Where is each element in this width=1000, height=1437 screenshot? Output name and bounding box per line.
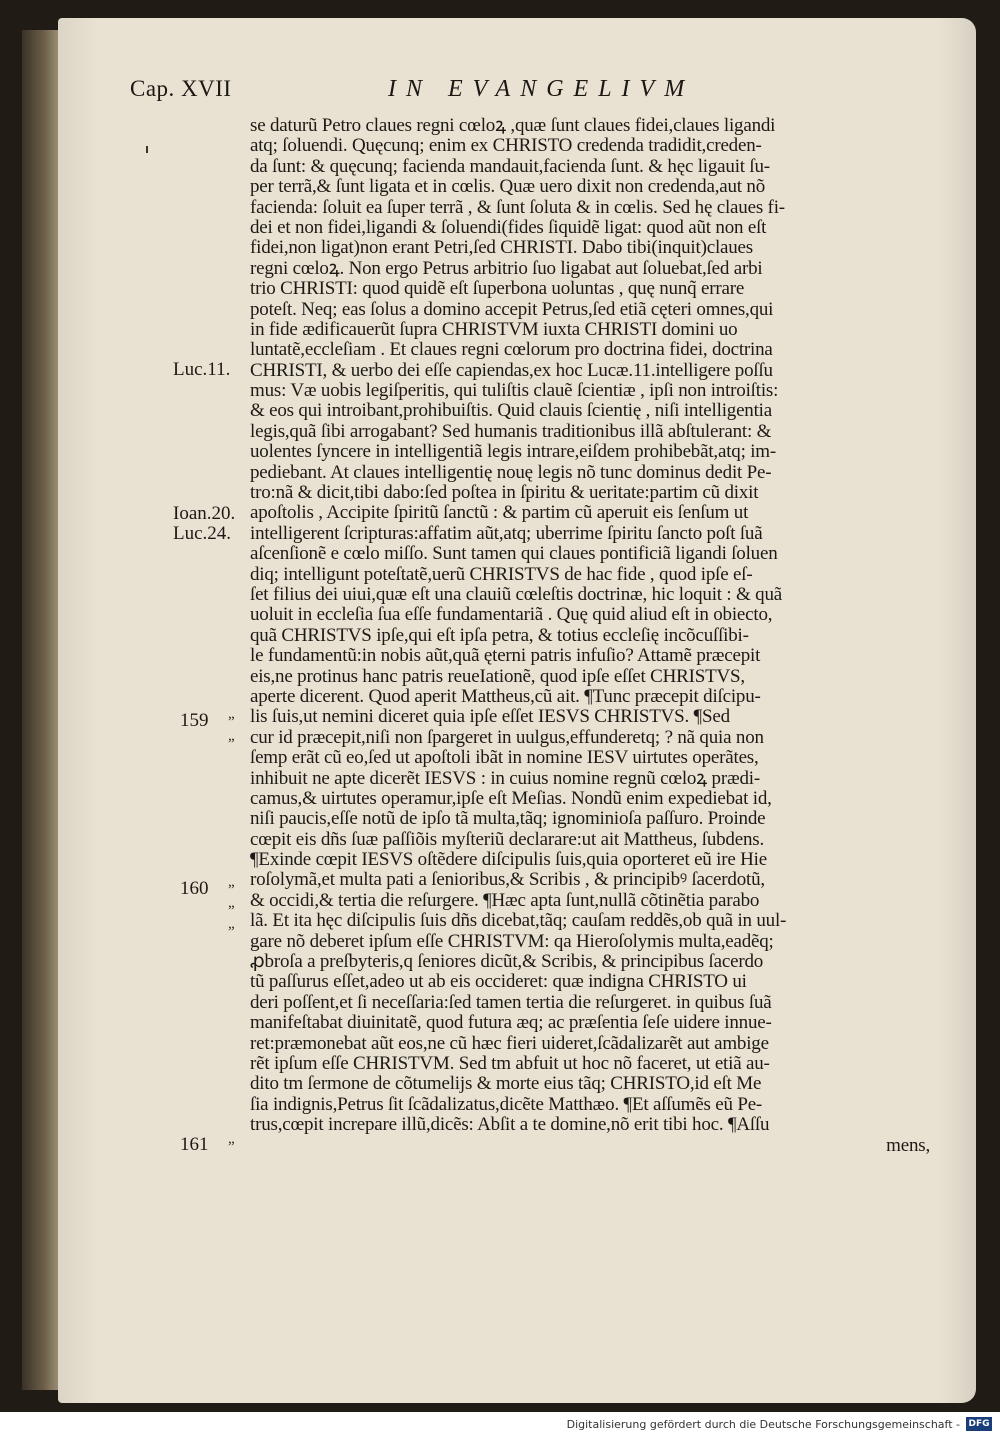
text-line: fidei,non ligat)non erant Petri,ſed CHRISTI. Dabo tibi(inquit)claues [250, 238, 753, 259]
text-line: cur id præcepit,niſi non ſpargeret in uulgus,effunderetq; ? nã quia non [250, 727, 764, 748]
text-line: diq; intelligunt poteſtatẽ,uerũ CHRISTVS de hac fide , quod ipſe eſ- [250, 564, 753, 585]
margin-ref-ioan-20: Ioan.20. [173, 503, 236, 524]
text-line: quã CHRISTVS ipſe,qui eſt ipſa petra, & totius eccleſię incõcuſſibi- [250, 625, 749, 646]
text-line: dito tm ſermone de cõtumelijs & morte eius tãq; CHRISTO,id eſt Me [250, 1074, 762, 1095]
text-line: lis ſuis,ut nemini diceret quia ipſe eſſet IESVS CHRISTVS. ¶Sed [250, 707, 730, 728]
text-line: apoſtolis , Accipite ſpiritũ ſanctũ : & partim cũ aperuit eis ſenſum ut [250, 503, 749, 524]
text-line: deri poſſent,et ſi neceſſaria:ſed tamen tertia die reſurgeret. in quibus ſuã [250, 992, 772, 1013]
text-line: uoluit in eccleſia ſua eſſe fundamentariã . Quę quid aliud eſt in obiecto, [250, 605, 773, 626]
text-line: aperte dicerent. Quod aperit Mattheus,cũ ait. ¶Tunc præcepit diſcipu- [250, 686, 761, 707]
text-line: intelligerent ſcripturas:affatim aũt,atq; uberrime ſpiritu ſancto poſt ſuã [250, 523, 763, 544]
text-line: trio CHRISTI: quod quidẽ eſt ſuperbona uoluntas , quę nunq̃ errare [250, 279, 745, 300]
text-line: niſi paucis,eſſe notũ de ipſo tã multa,tãq; ignominioſa paſſuro. Proinde [250, 809, 766, 830]
margin-quote-mark: ” [228, 882, 235, 898]
text-line: poteſt. Neq; eas ſolus a domino accepit Petrus,ſed etiã cęteri omnes,qui [250, 299, 774, 320]
margin-ref-luc-24: Luc.24. [173, 523, 232, 544]
text-line: CHRISTI, & uerbo dei eſſe capiendas,ex hoc Lucæ.11.intelligere poſſu [250, 360, 773, 381]
body-text [250, 116, 930, 1156]
margin-quote-mark: ” [228, 1139, 235, 1155]
text-line: aſcenſionẽ e cœlo miſſo. Sunt tamen qui claues pontificiã ligandi ſoluen [250, 544, 778, 565]
text-line: inhibuit ne apte dicerẽt IESVS : in cuius nomine regnũ cœloꝝ prædi- [250, 768, 760, 789]
text-line: in fide ædificauerũt ſupra CHRISTVM iuxta CHRISTI domini uo [250, 319, 738, 340]
text-line: & occidi,& tertia die reſurgere. ¶Hæc apta ſunt,nullã cõtinẽtia parabo [250, 890, 760, 911]
text-line: se daturũ Petro claues regni cœloꝝ ,quæ ſunt claues fidei,claues ligandi [250, 116, 776, 136]
text-line: tũ paſſurus eſſet,adeo ut ab eis occideret: quæ indigna CHRISTO ui [250, 972, 747, 993]
text-line: ꝓbroſa a preſbyteris,q ſeniores dicũt,& Scribis, & principibus ſacerdo [250, 952, 764, 973]
text-line: uolentes ſyncere in intelligentiã legis intrare,eiſdem prohibebãt,atq; im- [250, 442, 776, 463]
margin-ref-luc-11: Luc.11. [173, 359, 231, 380]
text-line: ſemp erãt cũ eo,ſed ut apoſtoli ibãt in nomine IESV uirtutes operãtes, [250, 748, 759, 769]
text-line: camus,& uirtutes operamur,ipſe eſt Meſias. Nondũ enim expediebat id, [250, 788, 772, 809]
running-head: IN EVANGELIVM [388, 76, 695, 102]
text-line: dei et non fidei,ligandi & ſoluendi(fides ſiquidẽ ligat: quod aũt non eſt [250, 217, 767, 238]
text-line: cœpit eis dñs ſuæ paſſiõis myſteriũ declarare:ut ait Mattheus, ſubdens. [250, 829, 764, 850]
margin-number-159: 159 [180, 710, 209, 731]
text-line: facienda: ſoluit ea ſuper terrã , & ſunt ſoluta & in cœlis. Sed hę claues fi- [250, 197, 785, 218]
text-line: trus,cœpit increpare illũ,dicẽs: Abſit a te domine,nõ erit tibi hoc. ¶Aſſu [250, 1115, 770, 1136]
text-line: atq; ſoluendi. Quęcunq; enim ex CHRISTO credenda tradidit,creden- [250, 136, 762, 157]
text-line: & eos qui introibant,prohibuiſtis. Quid clauis ſcientię , niſi intelligentia [250, 401, 772, 422]
dfg-logo: DFG [966, 1417, 992, 1431]
text-line: da ſunt: & quęcunq; facienda mandauit,facienda ſunt. & hęc ligauit ſu- [250, 156, 770, 177]
text-line: roſolymã,et multa pati a ſenioribus,& Scribis , & principibꝰ ſacerdotũ, [250, 870, 765, 891]
text-line: legis,quã ſibi arrogabant? Sed humanis traditionibus illã abſtulerant: & [250, 421, 772, 442]
catchword: mens, [886, 1135, 930, 1156]
text-line: ¶Exinde cœpit IESVS oſtẽdere diſcipulis ſuis,quia oporteret eũ ire Hie [250, 850, 767, 871]
text-line: per terrã,& ſunt ligata et in cœlis. Quæ uero dixit non credenda,aut nõ [250, 177, 766, 198]
margin-quote-mark: ” [228, 736, 235, 752]
text-line: rẽt ipſum eſſe CHRISTVM. Sed tm abfuit ut hoc nõ faceret, ut etiã au- [250, 1053, 770, 1074]
text-line: manifeſtabat diuinitatẽ, quod futura æq; ac præſentia ſeſe uidere innue- [250, 1013, 772, 1034]
text-line: ſia indignis,Petrus ſit ſcãdalizatus,dicẽte Matthæo. ¶Et aſſumẽs eũ Pe- [250, 1094, 763, 1115]
page-header [130, 76, 890, 110]
text-line: ſet filius dei uiui,quæ eſt una clauiũ cœleſtis doctrinæ, hic loquit : & quã [250, 584, 783, 605]
text-line: eis,ne protinus hanc patris reueIationẽ, quod ipſe eſſet CHRISTVS, [250, 666, 745, 687]
text-line: lã. Et ita hęc diſcipulis ſuis dñs dicebat,tãq; cauſam reddẽs,ob quã in uul- [250, 911, 787, 932]
margin-quote-mark: ” [228, 924, 235, 940]
text-line: ret:præmonebat aũt eos,ne cũ hæc fieri uideret,ſcãdalizarẽt aut ambige [250, 1033, 769, 1054]
margin-number-161: 161 [180, 1134, 209, 1155]
text-line: pediebant. At claues intelligentię nouę legis nõ tunc dominus dedit Pe- [250, 462, 772, 483]
text-line: gare nõ deberet ipſum eſſe CHRISTVM: qa Hieroſolymis multa,eadẽq; [250, 931, 774, 952]
text-line: tro:nã & dicit,tibi dabo:ſed poſtea in ſpiritu & ueritate:partim cũ dixit [250, 483, 759, 504]
text-line: mus: Væ uobis legiſperitis, qui tuliſtis clauẽ ſcientiæ , ipſi non introiſtis: [250, 381, 779, 402]
text-line: le fundamentũ:in nobis aũt,quã ęterni patris infuſio? Attamẽ præcepit [250, 646, 761, 667]
footer-bar [0, 1412, 1000, 1437]
footer-credit: Digitalisierung gefördert durch die Deutsche Forschungsgemeinschaft - [566, 1418, 960, 1431]
text-line: regni cœloꝝ. Non ergo Petrus arbitrio ſuo ligabat aut ſoluebat,ſed arbi [250, 258, 763, 279]
margin-tick-mark [146, 146, 148, 153]
text-line: luntatẽ,eccleſiam . Et claues regni cœlorum pro doctrina fidei, doctrina [250, 340, 773, 361]
margin-quote-mark: ” [228, 903, 235, 919]
margin-number-160: 160 [180, 878, 209, 899]
book-spine-edge [22, 30, 58, 1390]
margin-quote-mark: ” [228, 714, 235, 730]
chapter-label: Cap. XVII [130, 76, 232, 101]
